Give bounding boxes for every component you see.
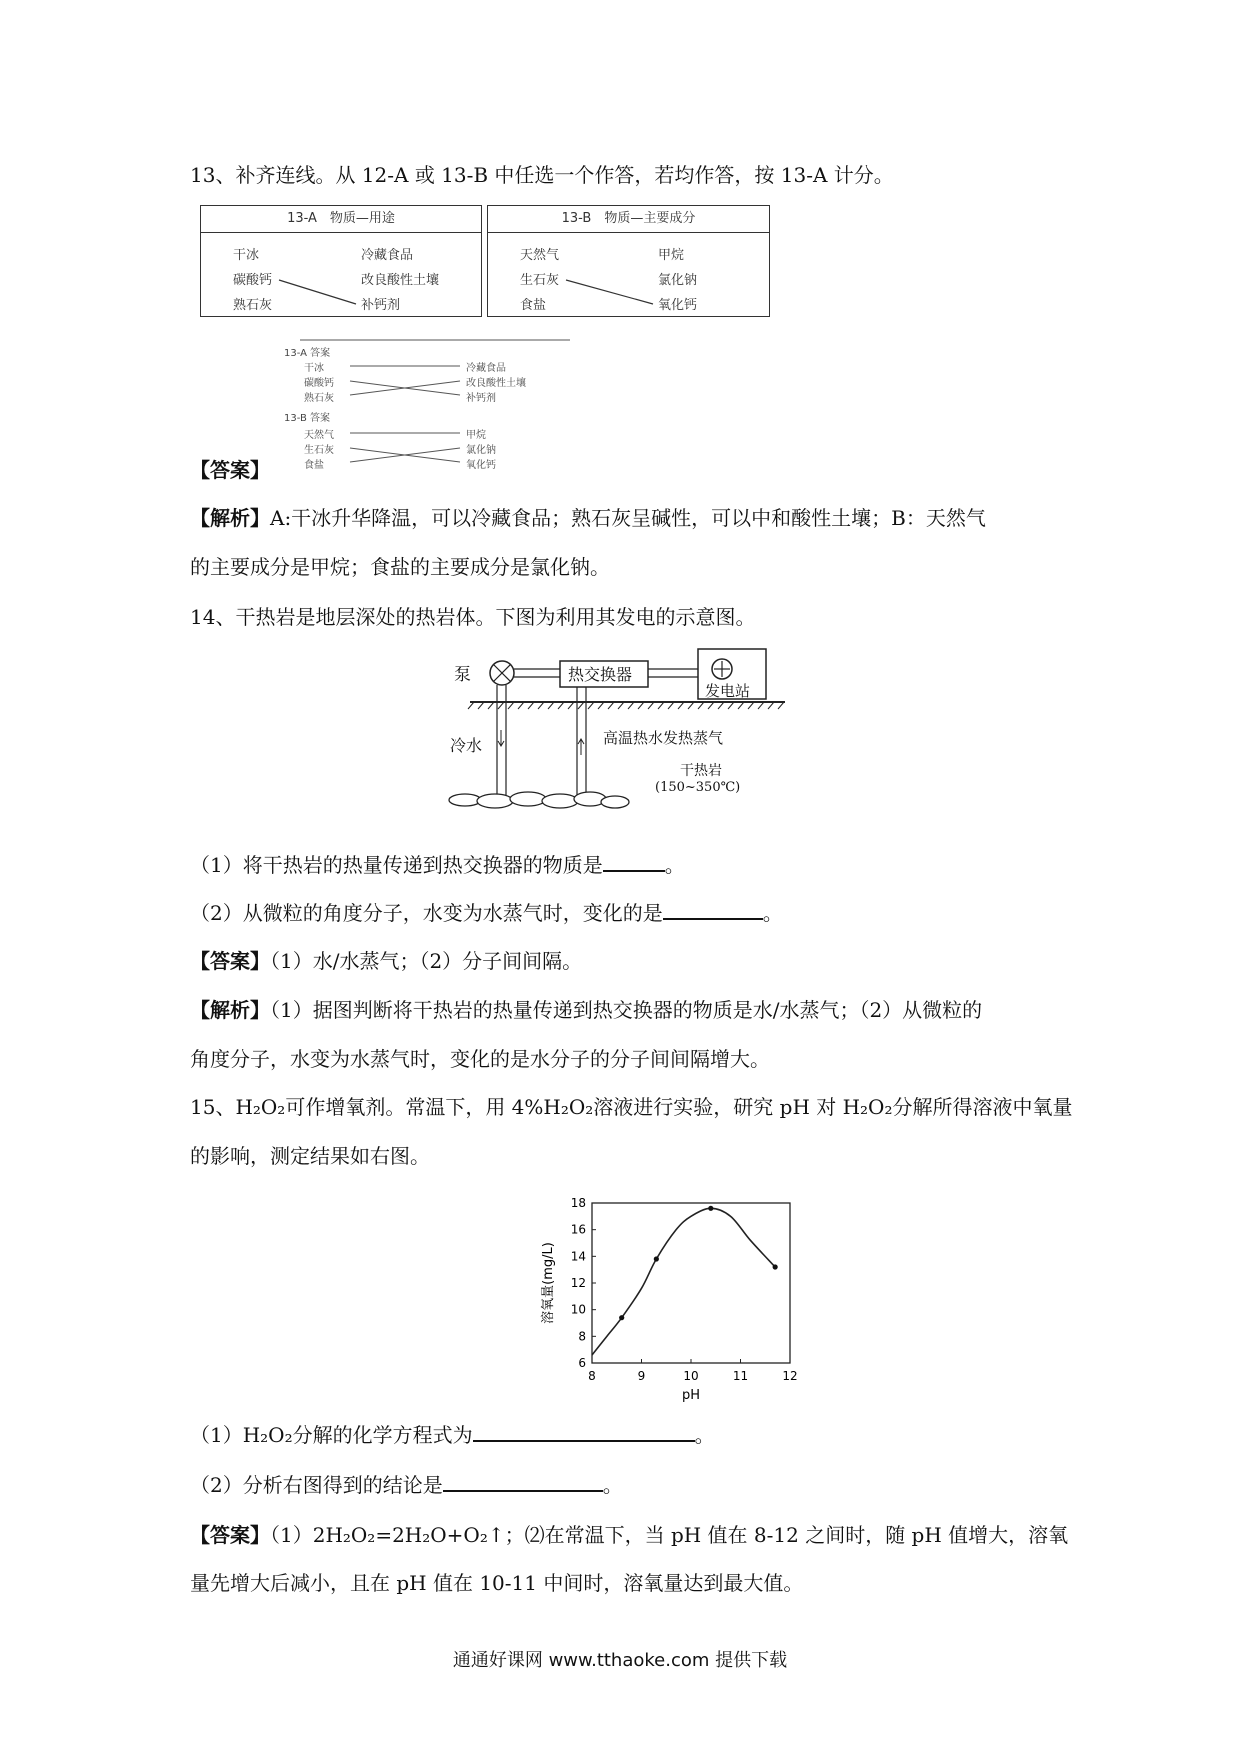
- chart-data-point: [773, 1264, 778, 1269]
- q15-answer-line-1: [190, 1520, 1068, 1550]
- q13-table-a: [200, 205, 482, 317]
- q13-b-left-2: 生石灰: [520, 273, 560, 288]
- chart-y-tick-label: 14: [570, 1249, 586, 1264]
- q13-title: 13、补齐连线。从 12-A 或 13-B 中任选一个作答，若均作答，按 13-A 计分。: [190, 163, 894, 187]
- q15-sub2-period: 。: [602, 1473, 623, 1497]
- q15-chart: [530, 1195, 820, 1405]
- q15-answer-line-2: 量先增大后减小，且在 pH 值在 10-11 中间时，溶氧量达到最大值。: [190, 1571, 804, 1595]
- chart-y-tick-label: 8: [578, 1329, 586, 1344]
- q13-ans-b-left-2: 生石灰: [304, 445, 334, 456]
- q13-ans-a-left-2: 碳酸钙: [304, 378, 334, 389]
- chart-x-tick-label: 12: [782, 1369, 798, 1383]
- q13-ans-b-right-1: 甲烷: [466, 430, 486, 441]
- q13-answer-image: [280, 336, 580, 476]
- chart-x-tick-label: 9: [637, 1369, 646, 1383]
- q14-sub1-blank: [603, 850, 665, 872]
- q15-answer-label: 【答案】: [190, 1523, 270, 1547]
- q13-b-connector: [488, 206, 769, 316]
- q14-sub2-blank: [663, 898, 763, 920]
- chart-x-tick-label: 11: [732, 1369, 749, 1383]
- q14-analysis-line-1: [190, 995, 982, 1025]
- q15-sub2-text: （2）分析右图得到的结论是: [190, 1473, 443, 1497]
- chart-x-axis-label: pH: [681, 1388, 701, 1403]
- page-footer: 通通好课网 www.tthaoke.com 提供下载: [452, 1650, 788, 1671]
- q13-b-right-1: 甲烷: [658, 248, 685, 263]
- chart-data-point: [654, 1256, 659, 1261]
- chart-y-axis-label: 溶氧量(mg/L): [541, 1242, 556, 1324]
- q13-b-left-3: 食盐: [520, 298, 547, 313]
- chart-x-tick-label: 10: [683, 1369, 699, 1383]
- q15-sub2-blank: [443, 1470, 603, 1492]
- q15-answer-text-1: （1）2H₂O₂=2H₂O+O₂↑；⑵在常温下，当 pH 值在 8-12 之间时，随 pH 值增大，溶氧: [270, 1523, 1069, 1547]
- q13-table-a-header: 13-A 物质—用途: [201, 206, 481, 233]
- q14-station-label: 发电站: [705, 682, 751, 700]
- q13-ans-b-left-3: 食盐: [304, 460, 324, 471]
- q14-hot-label: 高温热水发热蒸气: [603, 729, 724, 747]
- q14-sub2: [190, 898, 783, 928]
- q14-diagram: [440, 645, 800, 820]
- q13-ans-a-right-1: 冷藏食品: [466, 363, 506, 374]
- chart-series-line: [592, 1208, 775, 1355]
- q14-sub1-period: 。: [664, 853, 685, 877]
- q14-answer-label: 【答案】: [190, 949, 270, 973]
- q13-a-left-1: 干冰: [233, 248, 260, 263]
- q14-sub1-text: （1）将干热岩的热量传递到热交换器的物质是: [190, 853, 603, 877]
- q13-a-left-3: 熟石灰: [233, 298, 273, 313]
- q14-cold-water-label: 冷水: [450, 736, 483, 755]
- q14-title: 14、干热岩是地层深处的热岩体。下图为利用其发电的示意图。: [190, 605, 756, 629]
- q15-sub1: [190, 1420, 715, 1450]
- q13-ans-b-right-3: 氧化钙: [466, 460, 496, 471]
- q13-b-right-2: 氯化钠: [658, 273, 698, 288]
- q14-answer-text: （1）水/水蒸气；（2）分子间间隔。: [270, 949, 583, 973]
- q13-a-connector: [201, 206, 481, 316]
- q13-ans-b-right-2: 氯化钠: [466, 445, 496, 456]
- q14-rock-label: 干热岩: [680, 763, 722, 779]
- q13-analysis-label: 【解析】: [190, 506, 270, 530]
- q13-a-right-2: 改良酸性土壤: [361, 273, 440, 288]
- chart-y-tick-label: 12: [570, 1276, 586, 1290]
- q13-ans-a-right-3: 补钙剂: [466, 393, 496, 404]
- q13-a-left-2: 碳酸钙: [233, 273, 273, 288]
- chart-frame: [592, 1203, 790, 1363]
- q14-pump-label: 泵: [454, 665, 471, 685]
- q13-b-right-3: 氧化钙: [658, 298, 698, 313]
- q15-title-line-1: 15、H₂O₂可作增氧剂。常温下，用 4%H₂O₂溶液进行实验，研究 pH 对 H₂O₂分解所得溶液中氧量: [190, 1095, 1073, 1119]
- q15-sub1-text: （1）H₂O₂分解的化学方程式为: [190, 1423, 473, 1447]
- q13-ans-a-left-1: 干冰: [304, 363, 324, 374]
- q13-b-left-1: 天然气: [520, 248, 560, 263]
- chart-y-tick-label: 18: [570, 1196, 586, 1210]
- q13-analysis-line-1: [190, 503, 986, 533]
- q14-rock-temp-label: (150~350℃): [655, 780, 741, 795]
- q14-exchanger-label: 热交换器: [568, 665, 633, 684]
- q13-table-b-header: 13-B 物质—主要成分: [488, 206, 769, 233]
- chart-y-tick-label: 10: [570, 1302, 586, 1317]
- q14-analysis-label: 【解析】: [190, 998, 270, 1022]
- q13-answer-label: 【答案】: [190, 458, 270, 482]
- q13-ans-a-title: 13-A 答案: [284, 348, 331, 359]
- q13-ans-a-left-3: 熟石灰: [304, 393, 334, 404]
- q15-sub1-blank: [473, 1420, 695, 1442]
- q13-ans-b-title: 13-B 答案: [284, 413, 331, 424]
- q14-analysis-line-2: 角度分子，水变为水蒸气时，变化的是水分子的分子间间隔增大。: [190, 1047, 770, 1071]
- q13-a-right-1: 冷藏食品: [361, 248, 414, 263]
- q13-ans-b-left-1: 天然气: [304, 430, 334, 441]
- chart-data-point: [619, 1315, 624, 1320]
- q13-ans-a-right-2: 改良酸性土壤: [466, 378, 526, 389]
- q14-sub2-period: 。: [762, 901, 783, 925]
- q14-sub1: [190, 850, 685, 880]
- q15-sub1-period: 。: [694, 1423, 715, 1447]
- q13-analysis-line-2: 的主要成分是甲烷；食盐的主要成分是氯化钠。: [190, 555, 610, 579]
- chart-y-tick-label: 16: [570, 1222, 586, 1237]
- q15-sub2: [190, 1470, 623, 1500]
- q14-answer: [190, 946, 582, 976]
- chart-x-tick-label: 8: [588, 1369, 596, 1383]
- q13-a-right-3: 补钙剂: [361, 298, 401, 313]
- q13-table-b: [487, 205, 770, 317]
- q13-analysis-text-1: A:干冰升华降温，可以冷藏食品；熟石灰呈碱性，可以中和酸性土壤；B：天然气: [270, 506, 986, 530]
- chart-data-point: [708, 1206, 713, 1211]
- q14-analysis-text-1: （1）据图判断将干热岩的热量传递到热交换器的物质是水/水蒸气；（2）从微粒的: [270, 998, 983, 1022]
- chart-y-tick-label: 6: [578, 1356, 586, 1370]
- q15-title-line-2: 的影响，测定结果如右图。: [190, 1144, 430, 1168]
- q14-sub2-text: （2）从微粒的角度分子，水变为水蒸气时，变化的是: [190, 901, 663, 925]
